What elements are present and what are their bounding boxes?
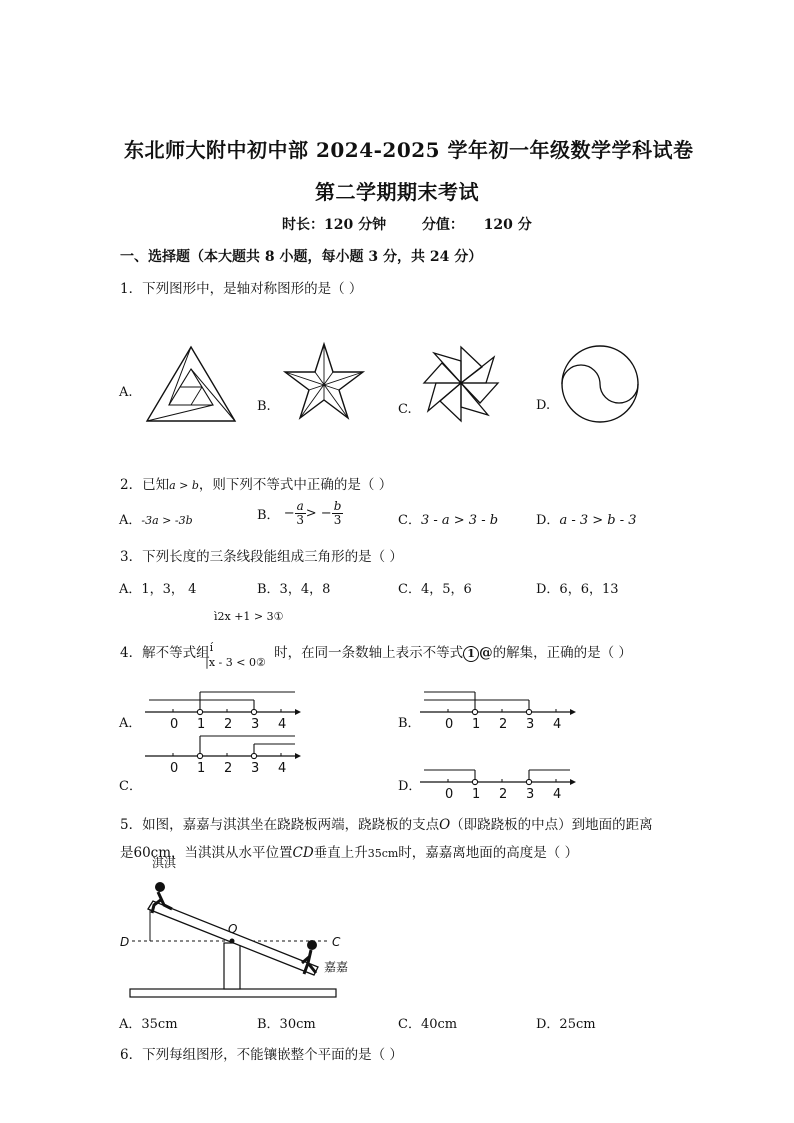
score-label: 分值： bbox=[421, 217, 464, 233]
axis-tick-label: 3 bbox=[251, 761, 260, 776]
exam-meta bbox=[282, 214, 532, 234]
axis-tick-label: 0 bbox=[170, 717, 179, 732]
axis-arrow bbox=[295, 709, 301, 715]
q5-stem-2-post: 时，嘉嘉离地面的高度是（ ） bbox=[398, 845, 579, 861]
label-o: O bbox=[228, 922, 238, 936]
q3-option-b[interactable]: B．3，4，8 bbox=[257, 582, 331, 597]
q2-option-d-label: D． bbox=[536, 513, 560, 528]
q1-option-a-label[interactable]: A. bbox=[119, 385, 133, 400]
q5-option-a[interactable]: A．35cm bbox=[119, 1017, 178, 1032]
number-line-d bbox=[420, 755, 580, 800]
open-endpoint bbox=[251, 709, 256, 714]
q5-rise: 35cm bbox=[367, 847, 399, 860]
q4-circled-1: 1 bbox=[463, 646, 479, 662]
axis-tick-label: 2 bbox=[499, 787, 508, 802]
open-endpoint bbox=[526, 779, 531, 784]
q4-stem-post-2: 的解集，正确的是（ ） bbox=[492, 645, 632, 661]
q4-option-a-label[interactable]: A． bbox=[119, 716, 142, 731]
q5-stem-1-post: （即跷跷板的中点）到地面的距离 bbox=[450, 817, 653, 833]
axis-tick-label: 1 bbox=[197, 761, 206, 776]
q2-option-b-frac-1: $\frac{a}{3}$ bbox=[296, 499, 304, 527]
axis-tick-label: 2 bbox=[224, 717, 233, 732]
q3-option-d[interactable]: D．6，6，13 bbox=[536, 582, 619, 597]
number-line-b bbox=[420, 685, 580, 730]
open-endpoint bbox=[526, 709, 531, 714]
exam-subtitle: 第二学期期末考试 bbox=[315, 180, 479, 204]
yin-yang-circle-figure bbox=[560, 344, 640, 424]
star-figure bbox=[283, 342, 365, 420]
q4-option-c-label[interactable]: C． bbox=[119, 779, 142, 794]
open-endpoint bbox=[197, 709, 202, 714]
q4-stem-pre: 4．解不等式组 bbox=[120, 645, 210, 661]
q5-segment: CD bbox=[292, 845, 314, 861]
axis-tick-label: 0 bbox=[445, 787, 454, 802]
q4-option-b-label[interactable]: B． bbox=[398, 716, 421, 731]
q2-option-b-gt: > − bbox=[305, 506, 332, 521]
q2-stem-post: ，则下列不等式中正确的是（ ） bbox=[198, 477, 393, 493]
q1-option-d-label[interactable]: D. bbox=[536, 398, 551, 413]
q4-system-line-2: |x - 3 < 0② bbox=[205, 656, 266, 669]
q2-option-b-label: B． bbox=[257, 508, 280, 523]
axis-tick-label: 3 bbox=[526, 787, 535, 802]
axis-tick-label: 0 bbox=[445, 717, 454, 732]
q5-height: 60cm bbox=[133, 845, 172, 861]
question-6-stem: 6．下列每组图形，不能镶嵌整个平面的是（ ） bbox=[120, 1047, 403, 1063]
axis-arrow bbox=[570, 779, 576, 785]
open-endpoint bbox=[251, 753, 256, 758]
q2-option-d[interactable] bbox=[536, 509, 637, 528]
axis-tick-label: 4 bbox=[278, 717, 287, 732]
pinwheel-figure bbox=[420, 345, 502, 423]
score-value: 120 分 bbox=[483, 217, 532, 233]
q2-option-a-label: A． bbox=[119, 513, 142, 528]
q2-option-b-minus: − bbox=[283, 506, 295, 521]
q2-option-c-expr: 3 - a > 3 - b bbox=[420, 513, 499, 528]
open-endpoint bbox=[472, 709, 477, 714]
axis-arrow bbox=[570, 709, 576, 715]
label-jiajia: 嘉嘉 bbox=[324, 960, 349, 974]
q1-option-c-label[interactable]: C. bbox=[398, 402, 412, 417]
q5-stem-2-pre: 是 bbox=[120, 845, 134, 861]
q2-condition: a > b bbox=[169, 479, 199, 492]
q4-stem-post-1: 时，在同一条数轴上表示不等式 bbox=[274, 645, 464, 661]
q5-option-d[interactable]: D．25cm bbox=[536, 1017, 596, 1032]
q5-stem-2-mid: ，当淇淇从水平位置 bbox=[171, 845, 293, 861]
axis-tick-label: 4 bbox=[553, 717, 562, 732]
axis-tick-label: 4 bbox=[553, 787, 562, 802]
q2-option-c-label: C． bbox=[398, 513, 421, 528]
seesaw-figure bbox=[118, 856, 358, 1005]
q4-brace: í bbox=[209, 641, 214, 654]
open-endpoint bbox=[472, 779, 477, 784]
axis-tick-label: 2 bbox=[224, 761, 233, 776]
question-5-stem-line-1 bbox=[120, 813, 653, 833]
section-heading: 一、选择题（本大题共 8 小题，每小题 3 分，共 24 分） bbox=[120, 249, 483, 265]
q4-option-d-label[interactable]: D． bbox=[398, 779, 422, 794]
label-c: C bbox=[332, 935, 341, 949]
axis-tick-label: 2 bbox=[499, 717, 508, 732]
q4-at-mark: @ bbox=[479, 645, 493, 661]
axis-tick-label: 1 bbox=[197, 717, 206, 732]
q5-pivot-var: O bbox=[439, 817, 451, 833]
q5-option-b[interactable]: B．30cm bbox=[257, 1017, 316, 1032]
q4-system-line-1: ì2x +1 > 3① bbox=[214, 610, 284, 623]
axis-tick-label: 0 bbox=[170, 761, 179, 776]
label-qiqi: 淇淇 bbox=[152, 856, 177, 870]
label-d: D bbox=[120, 935, 130, 949]
q2-option-b-frac-2: $\frac{b}{3}$ bbox=[333, 499, 342, 527]
q5-option-c[interactable]: C．40cm bbox=[398, 1017, 458, 1032]
q1-option-b-label[interactable]: B. bbox=[257, 399, 271, 414]
number-line-a bbox=[145, 685, 305, 730]
nested-triangle-figure bbox=[145, 345, 237, 423]
q2-stem-pre: 2．已知 bbox=[120, 477, 170, 493]
question-3-stem: 3．下列长度的三条线段能组成三角形的是（ ） bbox=[120, 549, 403, 565]
axis-tick-label: 3 bbox=[526, 717, 535, 732]
exam-title: 东北师大附中初中部 2024-2025 学年初一年级数学学科试卷 bbox=[124, 138, 694, 162]
axis-tick-label: 4 bbox=[278, 761, 287, 776]
open-endpoint bbox=[197, 753, 202, 758]
q5-stem-2-mid2: 垂直上升 bbox=[313, 845, 368, 861]
number-line-c bbox=[145, 729, 305, 774]
q5-stem-1-pre: 5．如图，嘉嘉与淇淇坐在跷跷板两端，跷跷板的支点 bbox=[120, 817, 440, 833]
question-2-stem bbox=[120, 473, 392, 493]
duration-label: 时长：120 分钟 bbox=[282, 217, 387, 233]
q3-option-c[interactable]: C．4，5，6 bbox=[398, 582, 472, 597]
axis-tick-label: 1 bbox=[472, 717, 481, 732]
axis-tick-label: 3 bbox=[251, 717, 260, 732]
question-5-stem-line-2 bbox=[120, 841, 578, 861]
axis-arrow bbox=[295, 753, 301, 759]
question-4-stem bbox=[120, 641, 632, 669]
q2-option-d-expr: a - 3 > b - 3 bbox=[559, 513, 637, 528]
q2-option-a-expr: -3a > -3b bbox=[141, 514, 193, 527]
q2-option-b[interactable] bbox=[257, 500, 343, 527]
axis-tick-label: 1 bbox=[472, 787, 481, 802]
question-1-stem: 1．下列图形中，是轴对称图形的是（ ） bbox=[120, 281, 363, 297]
q2-option-a[interactable] bbox=[119, 509, 193, 528]
q2-option-c[interactable] bbox=[398, 509, 498, 528]
q3-option-a[interactable]: A．1，3， 4 bbox=[119, 582, 197, 597]
